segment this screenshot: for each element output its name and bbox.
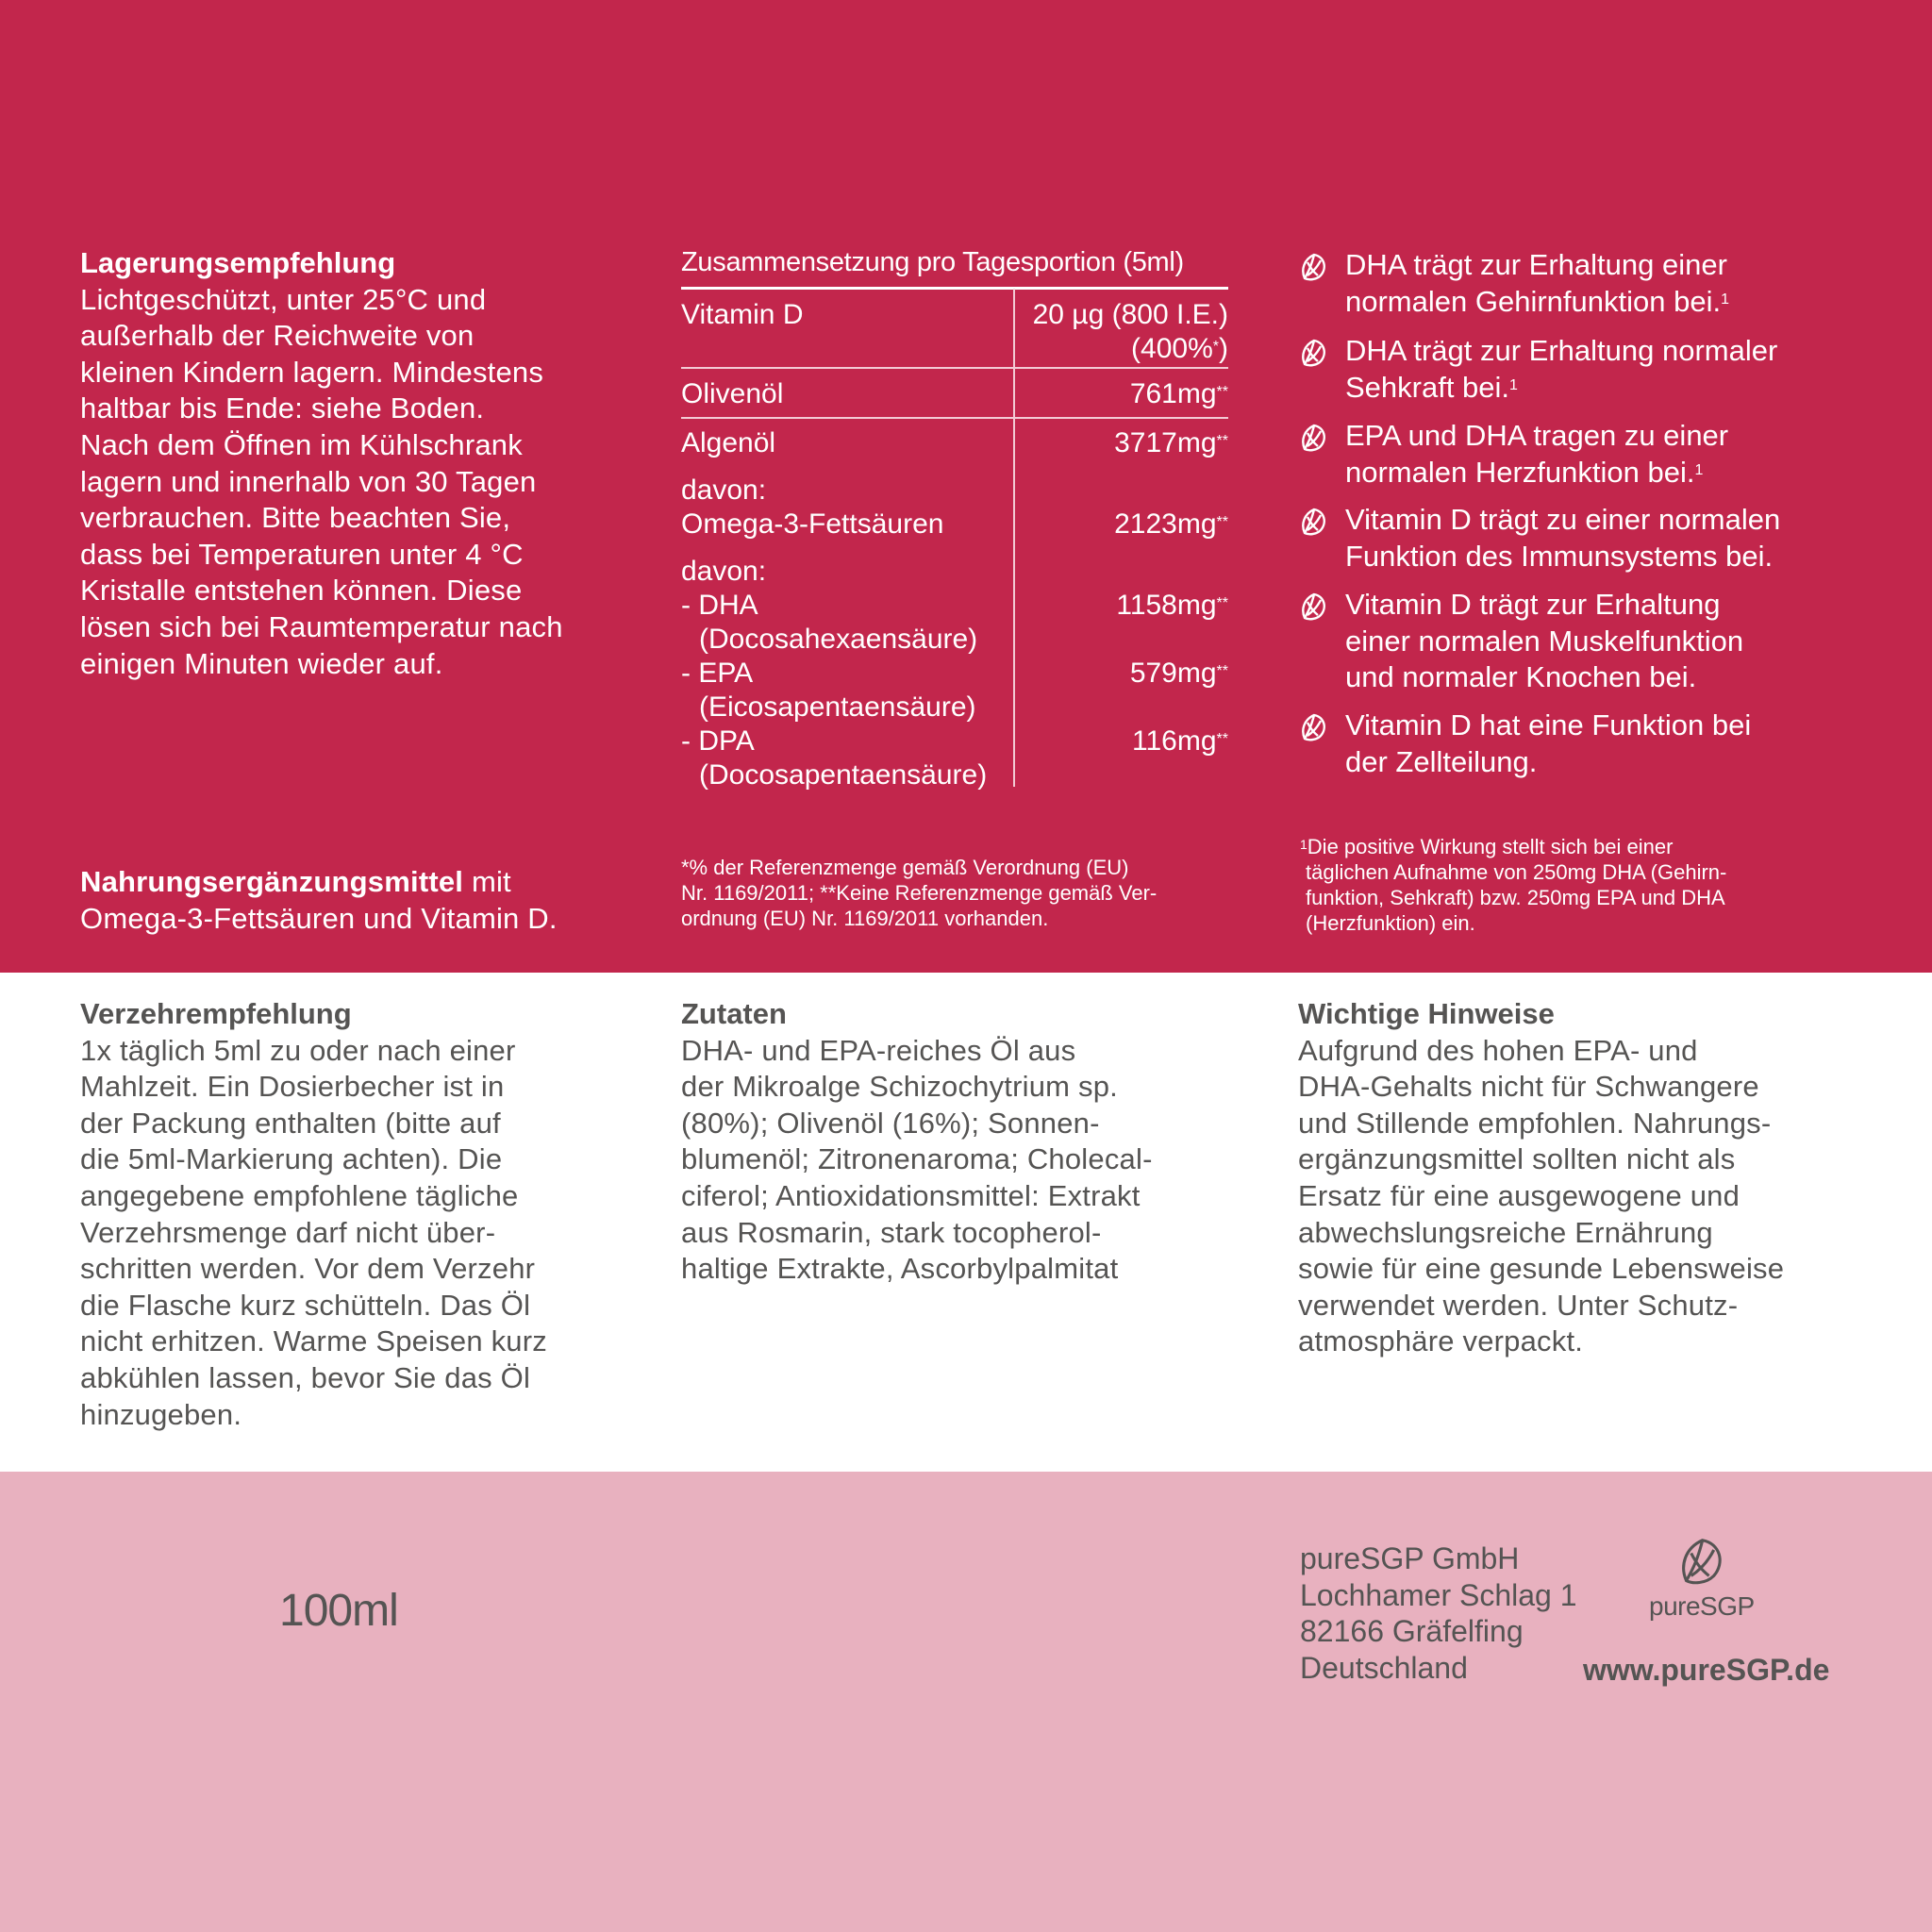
footnote-marker: ** [1216,514,1228,530]
value-text: 761mg [1129,378,1217,409]
table-row-rule [681,367,1228,369]
label-text: - DPA [681,725,755,757]
website-link[interactable]: www.pureSGP.de [1583,1653,1830,1687]
footnote-line: *% der Referenzmenge gemäß Verordnung (EU) [681,856,1129,879]
composition-title: Zusammensetzung pro Tagesportion (5ml) [681,247,1184,277]
leaf-icon [1300,253,1326,281]
notes-line: abwechslungsreiche Ernährung [1298,1215,1713,1249]
claim-line: einer normalen Muskelfunktion [1345,624,1744,658]
table-cell-value [1116,589,1228,623]
claim-text [1345,502,1780,575]
claim-line: und normaler Knochen bei. [1345,660,1697,694]
label-prefix: davon: [681,556,767,587]
footnote-marker: 1 [1300,837,1307,852]
footnote-marker: * [1212,339,1219,355]
company-address [1300,1541,1577,1686]
claim-line: normalen Herzfunktion bei. [1345,455,1695,489]
footnote-marker: ** [1216,595,1228,611]
claim-line: Vitamin D hat eine Funktion bei [1345,708,1752,741]
product-type-bold: Nahrungsergänzungsmittel [80,865,464,898]
table-cell-value [1130,657,1228,691]
volume-label: 100ml [279,1586,398,1636]
notes-section [1298,996,1784,1360]
claim-line: DHA trägt zur Erhaltung normaler [1345,334,1778,367]
table-cell-value [1033,298,1228,366]
footnote-marker: ** [1216,384,1228,400]
claim-line: DHA trägt zur Erhaltung einer [1345,248,1727,281]
value-text: 116mg [1132,725,1217,757]
label-text: Omega-3-Fettsäuren [681,508,944,540]
value-text: 2123mg [1114,508,1217,540]
consumption-text [80,1033,547,1434]
table-cell-value [1132,724,1228,758]
storage-line: verbrauchen. Bitte beachten Sie, [80,501,511,535]
notes-line: Ersatz für eine ausgewogene und [1298,1178,1740,1212]
composition-footnote [681,855,1157,931]
table-cell-label: Algenöl [681,427,776,458]
value-text: 579mg [1129,658,1217,689]
claim-line: EPA und DHA tragen zu einer [1345,419,1729,452]
claims-footnote [1300,834,1726,936]
label-prefix: davon: [681,475,767,506]
claim-text [1345,333,1777,406]
label-text: - DHA [681,590,758,621]
storage-line: haltbar bis Ende: siehe Boden. [80,391,485,425]
footnote-marker: ** [1216,663,1228,679]
claim-line: Sehkraft bei. [1345,370,1510,404]
notes-line: Aufgrund des hohen EPA- und [1298,1033,1698,1067]
product-type-rest: mit [463,865,511,898]
claim-text [1345,708,1751,780]
product-type-line2: Omega-3-Fettsäuren und Vitamin D. [80,901,558,935]
storage-line: Lichtgeschützt, unter 25°C und [80,282,487,316]
composition-title-wrap [681,243,1184,281]
footnote-marker: 1 [1694,461,1704,478]
claim-text [1345,247,1729,320]
storage-line: einigen Minuten wieder auf. [80,646,443,680]
ingredients-line: DHA- und EPA-reiches Öl aus [681,1033,1076,1067]
leaf-icon [1300,713,1326,741]
storage-section [80,245,563,682]
consumption-line: Verzehrsmenge darf nicht über- [80,1215,496,1249]
footnote-marker: 1 [1721,291,1729,308]
value-text: 20 µg (800 I.E.) [1032,299,1228,330]
table-cell-label [681,657,976,724]
footnote-line: Die positive Wirkung stellt sich bei einer [1307,835,1674,858]
ingredients-heading: Zutaten [681,997,787,1030]
table-cell-label [681,555,977,657]
ingredients-line: haltige Extrakte, Ascorbylpalmitat [681,1252,1119,1286]
footnote-marker: ** [1216,731,1228,747]
product-type [80,864,558,937]
consumption-line: Mahlzeit. Ein Dosierbecher ist in [80,1070,505,1104]
consumption-section [80,996,547,1433]
notes-text [1298,1033,1784,1360]
label-sub: (Docosahexaensäure) [699,624,978,655]
consumption-line: die 5ml-Markierung achten). Die [80,1142,503,1176]
footnote-line: täglichen Aufnahme von 250mg DHA (Gehirn- [1306,860,1727,884]
table-cell-value [1130,377,1228,411]
claim-line: Funktion des Immunsystems bei. [1345,539,1774,573]
notes-line: verwendet werden. Unter Schutz- [1298,1288,1739,1322]
footnote-marker: 1 [1509,376,1518,393]
leaf-icon [1300,424,1326,452]
claim-line: Vitamin D trägt zur Erhaltung [1345,588,1721,621]
storage-line: lösen sich bei Raumtemperatur nach [80,609,563,643]
notes-line: und Stillende empfohlen. Nahrungs- [1298,1106,1772,1140]
footnote-line: Nr. 1169/2011; **Keine Referenzmenge gemäß Ver- [681,881,1158,905]
claim-line: der Zellteilung. [1345,744,1538,778]
notes-line: atmosphäre verpackt. [1298,1324,1584,1358]
address-line: pureSGP GmbH [1300,1541,1520,1575]
storage-line: Kristalle entstehen können. Diese [80,574,523,608]
consumption-line: nicht erhitzen. Warme Speisen kurz [80,1324,547,1358]
storage-line: außerhalb der Reichweite von [80,319,475,353]
claim-text [1345,418,1728,491]
claim-text [1345,587,1743,696]
value-text: (400% [1131,333,1213,364]
table-cell-label [681,474,943,541]
notes-line: DHA-Gehalts nicht für Schwangere [1298,1070,1759,1104]
footnote-line: (Herzfunktion) ein. [1306,911,1475,935]
ingredients-line: aus Rosmarin, stark tocopherol- [681,1215,1102,1249]
leaf-icon [1300,508,1326,536]
consumption-line: hinzugeben. [80,1397,242,1431]
ingredients-line: blumenöl; Zitronenaroma; Cholecal- [681,1142,1153,1176]
ingredients-line: ciferol; Antioxidationsmittel: Extrakt [681,1178,1141,1212]
consumption-line: angegebene empfohlene tägliche [80,1178,519,1212]
ingredients-text [681,1033,1153,1288]
storage-line: lagern und innerhalb von 30 Tagen [80,464,537,498]
footnote-line: ordnung (EU) Nr. 1169/2011 vorhanden. [681,907,1049,930]
storage-line: kleinen Kindern lagern. Mindestens [80,355,544,389]
consumption-line: abkühlen lassen, bevor Sie das Öl [80,1360,531,1394]
logo-text: pureSGP [1649,1591,1755,1621]
address-line: 82166 Gräfelfing [1300,1614,1524,1648]
table-cell-label [681,724,987,792]
leaf-icon [1300,339,1326,367]
table-header-rule [681,287,1228,290]
brand-logo [1649,1534,1753,1620]
ingredients-section [681,996,1153,1288]
consumption-line: die Flasche kurz schütteln. Das Öl [80,1288,531,1322]
storage-heading: Lagerungsempfehlung [80,246,396,279]
consumption-line: der Packung enthalten (bitte auf [80,1106,501,1140]
value-text: ) [1219,333,1228,364]
pink-band [0,1472,1932,1932]
ingredients-line: der Mikroalge Schizochytrium sp. [681,1070,1118,1104]
claim-line: normalen Gehirnfunktion bei. [1345,284,1722,318]
consumption-heading: Verzehrempfehlung [80,997,352,1030]
storage-line: Nach dem Öffnen im Kühlschrank [80,427,523,461]
table-column-divider [1013,289,1015,787]
value-text: 3717mg [1114,427,1217,458]
address-line: Lochhamer Schlag 1 [1300,1577,1577,1612]
table-cell-label: Olivenöl [681,378,784,409]
address-line: Deutschland [1300,1650,1468,1685]
label-sub: (Docosapentaensäure) [699,759,988,791]
footnote-marker: ** [1216,433,1228,449]
storage-text [80,282,563,683]
table-cell-value [1114,508,1228,541]
label-text: - EPA [681,658,754,689]
table-cell-value [1114,426,1228,460]
consumption-line: 1x täglich 5ml zu oder nach einer [80,1033,516,1067]
notes-line: sowie für eine gesunde Lebensweise [1298,1252,1785,1286]
leaf-logo-icon [1678,1534,1724,1589]
value-text: 1158mg [1116,590,1217,621]
label-sub: (Eicosapentaensäure) [699,691,976,723]
consumption-line: schritten werden. Vor dem Verzehr [80,1252,536,1286]
notes-heading: Wichtige Hinweise [1298,997,1555,1030]
ingredients-line: (80%); Olivenöl (16%); Sonnen- [681,1106,1100,1140]
notes-line: ergänzungsmittel sollten nicht als [1298,1142,1736,1176]
table-row-rule [681,417,1228,419]
footnote-line: funktion, Sehkraft) bzw. 250mg EPA und DHA [1306,886,1725,909]
claim-line: Vitamin D trägt zu einer normalen [1345,503,1781,536]
table-cell-label: Vitamin D [681,299,804,330]
leaf-icon [1300,592,1326,621]
storage-line: dass bei Temperaturen unter 4 °C [80,537,524,571]
